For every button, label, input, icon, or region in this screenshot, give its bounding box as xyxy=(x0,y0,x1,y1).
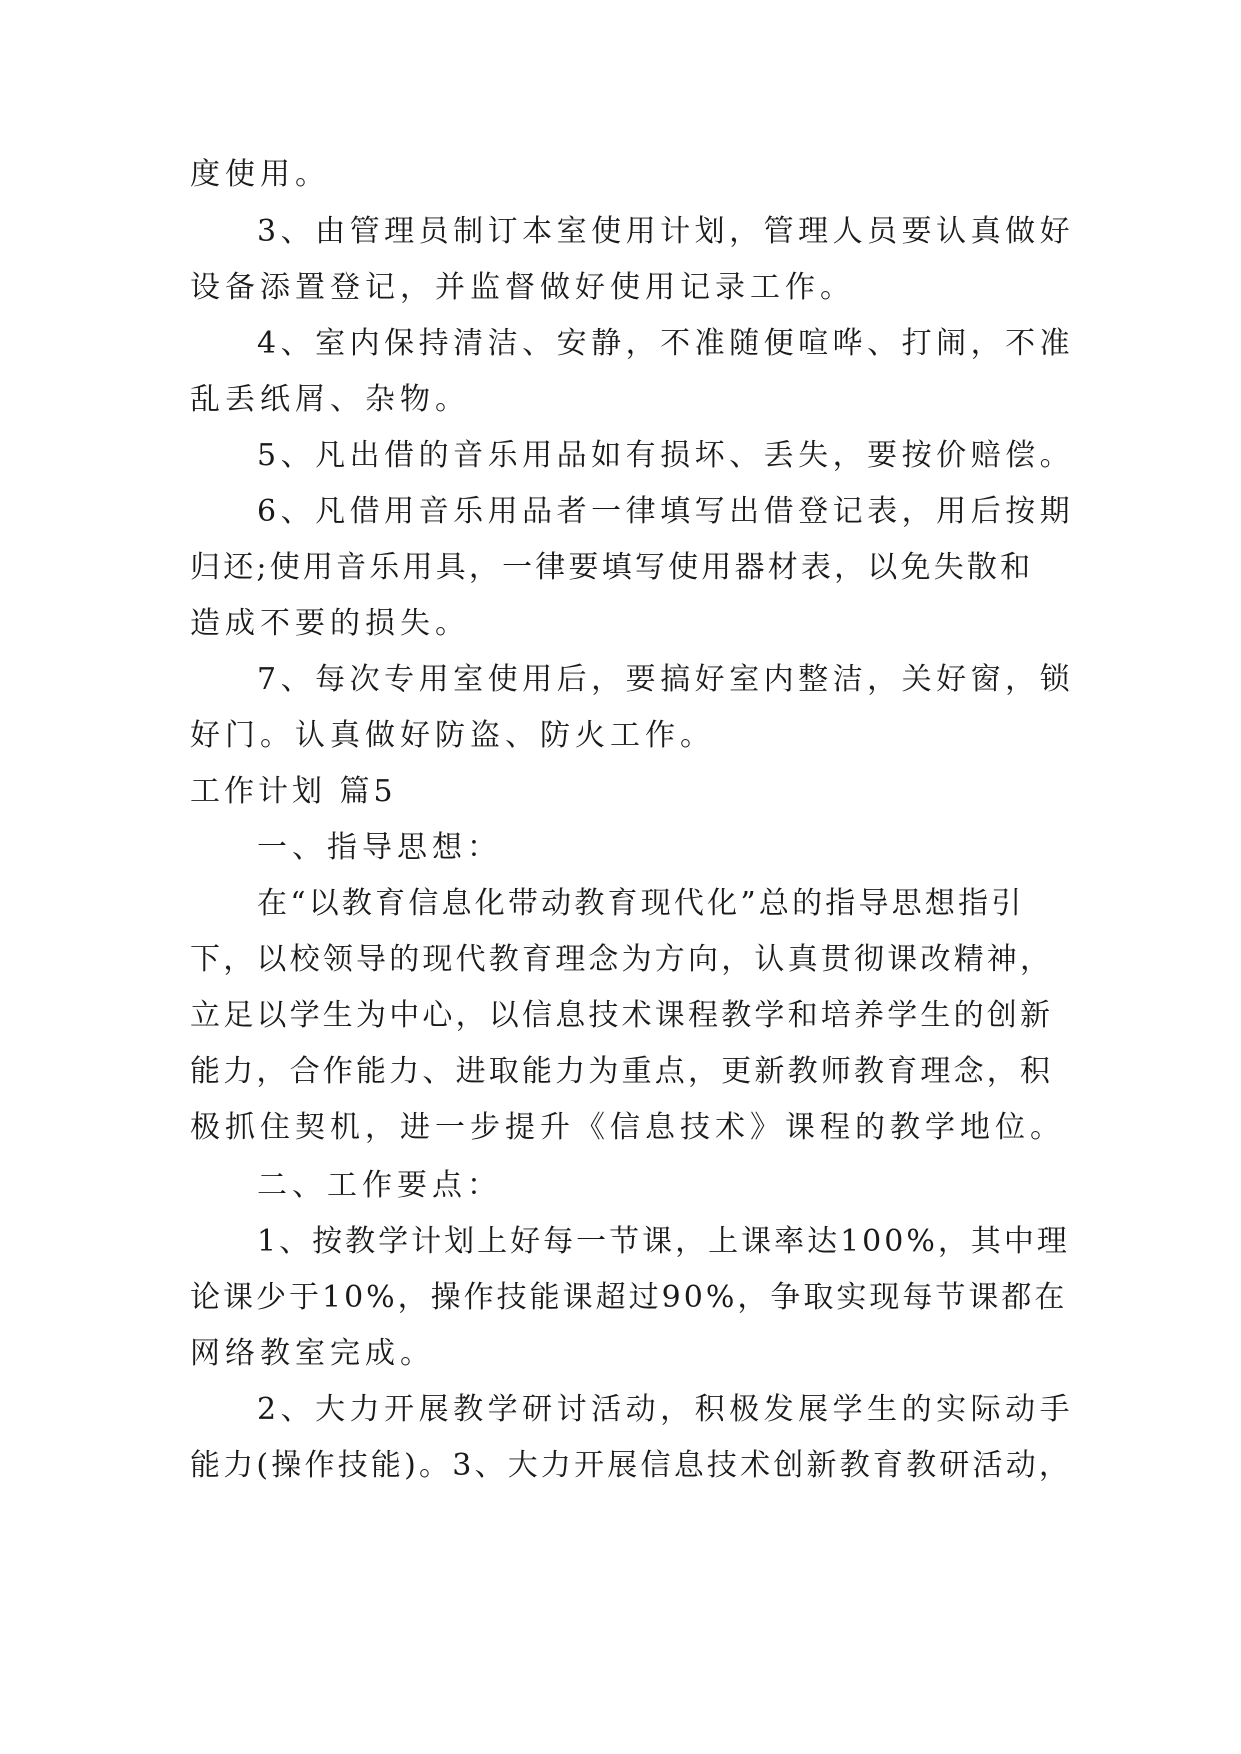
text-line: 论课少于10%，操作技能课超过90%，争取实现每节课都在 xyxy=(190,1280,1068,1315)
text-line: 下，以校领导的现代教育理念为方向，认真贯彻课改精神， xyxy=(190,942,1054,977)
text-line: 一、指导思想： xyxy=(257,830,502,865)
text-line: 好门。认真做好防盗、防火工作。 xyxy=(190,718,715,753)
text-line: 设备添置登记，并监督做好使用记录工作。 xyxy=(190,270,855,305)
text-line: 网络教室完成。 xyxy=(190,1336,435,1371)
text-line: 能力(操作技能)。3、大力开展信息技术创新教育教研活动， xyxy=(190,1448,1073,1483)
text-line: 极抓住契机，进一步提升《信息技术》课程的教学地位。 xyxy=(190,1110,1065,1145)
text-line: 6、凡借用音乐用品者一律填写出借登记表，用后按期 xyxy=(257,494,1075,529)
text-line: 能力，合作能力、进取能力为重点，更新教师教育理念，积 xyxy=(190,1054,1054,1089)
text-line: 7、每次专用室使用后，要搞好室内整洁，关好窗，锁 xyxy=(257,662,1075,697)
text-line: 归还;使用音乐用具，一律要填写使用器材表，以免失散和 xyxy=(190,550,1034,585)
section-heading: 工作计划 篇5 xyxy=(190,774,397,809)
text-line: 2、大力开展教学研讨活动，积极发展学生的实际动手 xyxy=(257,1392,1075,1427)
text-line: 3、由管理员制订本室使用计划，管理人员要认真做好 xyxy=(257,214,1075,249)
text-line: 乱丢纸屑、杂物。 xyxy=(190,382,470,417)
text-line: 1、按教学计划上好每一节课，上课率达100%，其中理 xyxy=(257,1224,1070,1259)
text-line: 在“以教育信息化带动教育现代化”总的指导思想指引 xyxy=(257,886,1025,921)
text-line: 5、凡出借的音乐用品如有损坏、丢失，要按价赔偿。 xyxy=(257,438,1075,473)
text-line: 二、工作要点： xyxy=(257,1168,502,1203)
text-line: 4、室内保持清洁、安静，不准随便喧哗、打闹，不准 xyxy=(257,326,1075,361)
text-line: 造成不要的损失。 xyxy=(190,606,470,641)
text-line: 度使用。 xyxy=(190,157,330,192)
text-line: 立足以学生为中心，以信息技术课程教学和培养学生的创新 xyxy=(190,998,1054,1033)
